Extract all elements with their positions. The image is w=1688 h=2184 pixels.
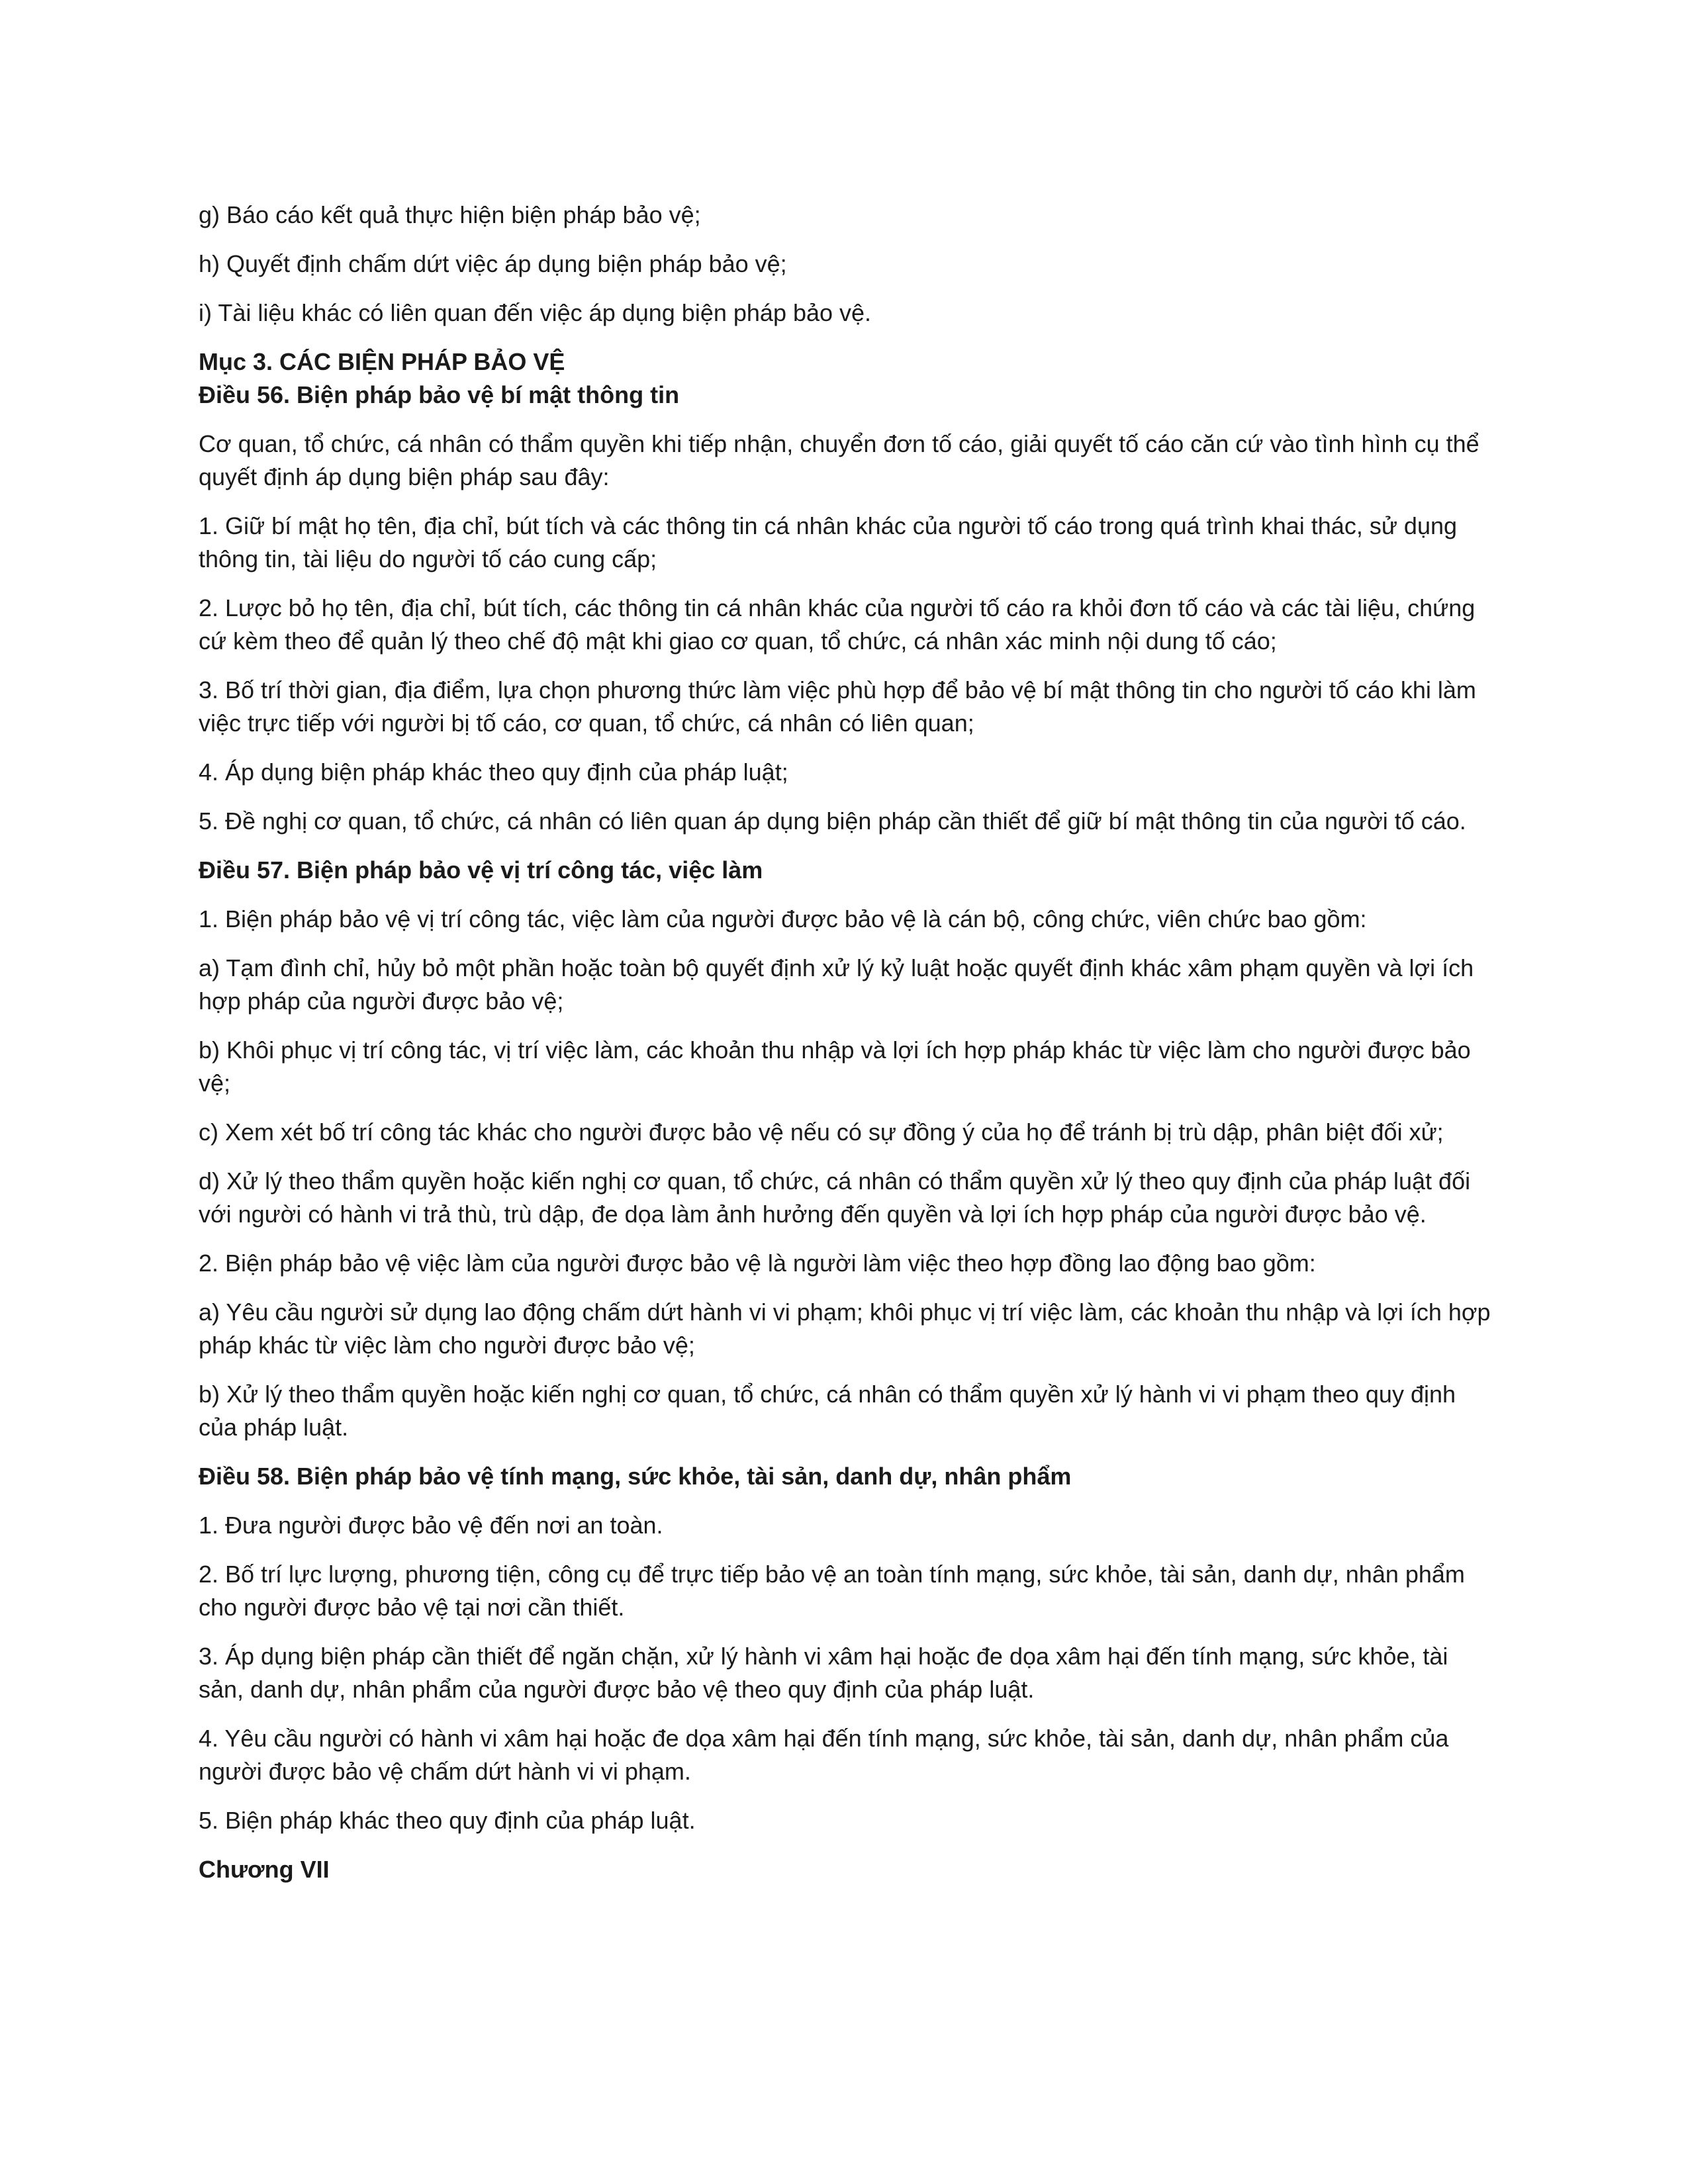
article-57-title: Điều 57. Biện pháp bảo vệ vị trí công tác, việc làm bbox=[199, 856, 763, 884]
article-57-item-1c: c) Xem xét bố trí công tác khác cho người được bảo vệ nếu có sự đồng ý của họ để tránh bị trù dập, phân biệt đối xử; bbox=[199, 1118, 1444, 1146]
article-58-item-1: 1. Đưa người được bảo vệ đến nơi an toàn. bbox=[199, 1512, 663, 1539]
article-56-item-2: 2. Lược bỏ họ tên, địa chỉ, bút tích, các thông tin cá nhân khác của người tố cáo ra khỏi đơn tố cáo và các tài liệu, chứng cứ kèm theo để quản lý theo chế độ mật khi giao cơ quan, tổ chức, cá nhân xác minh nội dung tố cáo; bbox=[199, 594, 1476, 655]
article-56-item-1: 1. Giữ bí mật họ tên, địa chỉ, bút tích và các thông tin cá nhân khác của người tố cáo trong quá trình khai thác, sử dụng thông tin, tài liệu do người tố cáo cung cấp; bbox=[199, 512, 1458, 572]
article-57-item-2b: b) Xử lý theo thẩm quyền hoặc kiến nghị cơ quan, tổ chức, cá nhân có thẩm quyền xử lý hành vi vi phạm theo quy định của pháp luật. bbox=[199, 1381, 1456, 1441]
article-56-item-5: 5. Đề nghị cơ quan, tổ chức, cá nhân có liên quan áp dụng biện pháp cần thiết để giữ bí mật thông tin của người tố cáo. bbox=[199, 807, 1466, 835]
article-58-item-5: 5. Biện pháp khác theo quy định của pháp luật. bbox=[199, 1807, 696, 1834]
article-57-item-1d: d) Xử lý theo thẩm quyền hoặc kiến nghị cơ quan, tổ chức, cá nhân có thẩm quyền xử lý theo quy định của pháp luật đối với người có hành vi trả thù, trù dập, đe dọa làm ảnh hưởng đến quyền và lợi ích hợp pháp của người được bảo vệ. bbox=[199, 1167, 1471, 1228]
article-56-title: Điều 56. Biện pháp bảo vệ bí mật thông tin bbox=[199, 381, 680, 408]
article-56-item-4: 4. Áp dụng biện pháp khác theo quy định của pháp luật; bbox=[199, 758, 788, 786]
document-page bbox=[199, 199, 1496, 1902]
article-57-item-1b: b) Khôi phục vị trí công tác, vị trí việc làm, các khoản thu nhập và lợi ích hợp pháp khác từ việc làm cho người được bảo vệ; bbox=[199, 1036, 1471, 1097]
item-h: h) Quyết định chấm dứt việc áp dụng biện pháp bảo vệ; bbox=[199, 250, 787, 277]
article-58-item-4: 4. Yêu cầu người có hành vi xâm hại hoặc đe dọa xâm hại đến tính mạng, sức khỏe, tài sản, danh dự, nhân phẩm của người được bảo vệ chấm dứt hành vi vi phạm. bbox=[199, 1725, 1449, 1785]
item-g: g) Báo cáo kết quả thực hiện biện pháp bảo vệ; bbox=[199, 201, 701, 228]
section-3-title: Mục 3. CÁC BIỆN PHÁP BẢO VỆ bbox=[199, 348, 565, 375]
article-57-item-2: 2. Biện pháp bảo vệ việc làm của người được bảo vệ là người làm việc theo hợp đồng lao động bao gồm: bbox=[199, 1250, 1316, 1277]
article-58-item-3: 3. Áp dụng biện pháp cần thiết để ngăn chặn, xử lý hành vi xâm hại hoặc đe dọa xâm hại đến tính mạng, sức khỏe, tài sản, danh dự, nhân phẩm của người được bảo vệ theo quy định của pháp luật. bbox=[199, 1643, 1448, 1703]
chapter-title: Chương VII bbox=[199, 1856, 330, 1883]
article-58-item-2: 2. Bố trí lực lượng, phương tiện, công cụ để trực tiếp bảo vệ an toàn tính mạng, sức khỏe, tài sản, danh dự, nhân phẩm cho người được bảo vệ tại nơi cần thiết. bbox=[199, 1561, 1465, 1621]
article-57-item-1a: a) Tạm đình chỉ, hủy bỏ một phần hoặc toàn bộ quyết định xử lý kỷ luật hoặc quyết định khác xâm phạm quyền và lợi ích hợp pháp của người được bảo vệ; bbox=[199, 954, 1474, 1015]
article-58-title: Điều 58. Biện pháp bảo vệ tính mạng, sức khỏe, tài sản, danh dự, nhân phẩm bbox=[199, 1463, 1072, 1490]
article-56-item-3: 3. Bố trí thời gian, địa điểm, lựa chọn phương thức làm việc phù hợp để bảo vệ bí mật thông tin cho người tố cáo khi làm việc trực tiếp với người bị tố cáo, cơ quan, tổ chức, cá nhân có liên quan; bbox=[199, 676, 1476, 737]
article-57-item-2a: a) Yêu cầu người sử dụng lao động chấm dứt hành vi vi phạm; khôi phục vị trí việc làm, các khoản thu nhập và lợi ích hợp pháp khác từ việc làm cho người được bảo vệ; bbox=[199, 1298, 1491, 1359]
item-i: i) Tài liệu khác có liên quan đến việc áp dụng biện pháp bảo vệ. bbox=[199, 299, 872, 326]
article-56-intro: Cơ quan, tổ chức, cá nhân có thẩm quyền khi tiếp nhận, chuyển đơn tố cáo, giải quyết tố cáo căn cứ vào tình hình cụ thể quyết định áp dụng biện pháp sau đây: bbox=[199, 430, 1479, 490]
article-57-item-1: 1. Biện pháp bảo vệ vị trí công tác, việc làm của người được bảo vệ là cán bộ, công chức, viên chức bao gồm: bbox=[199, 905, 1367, 933]
